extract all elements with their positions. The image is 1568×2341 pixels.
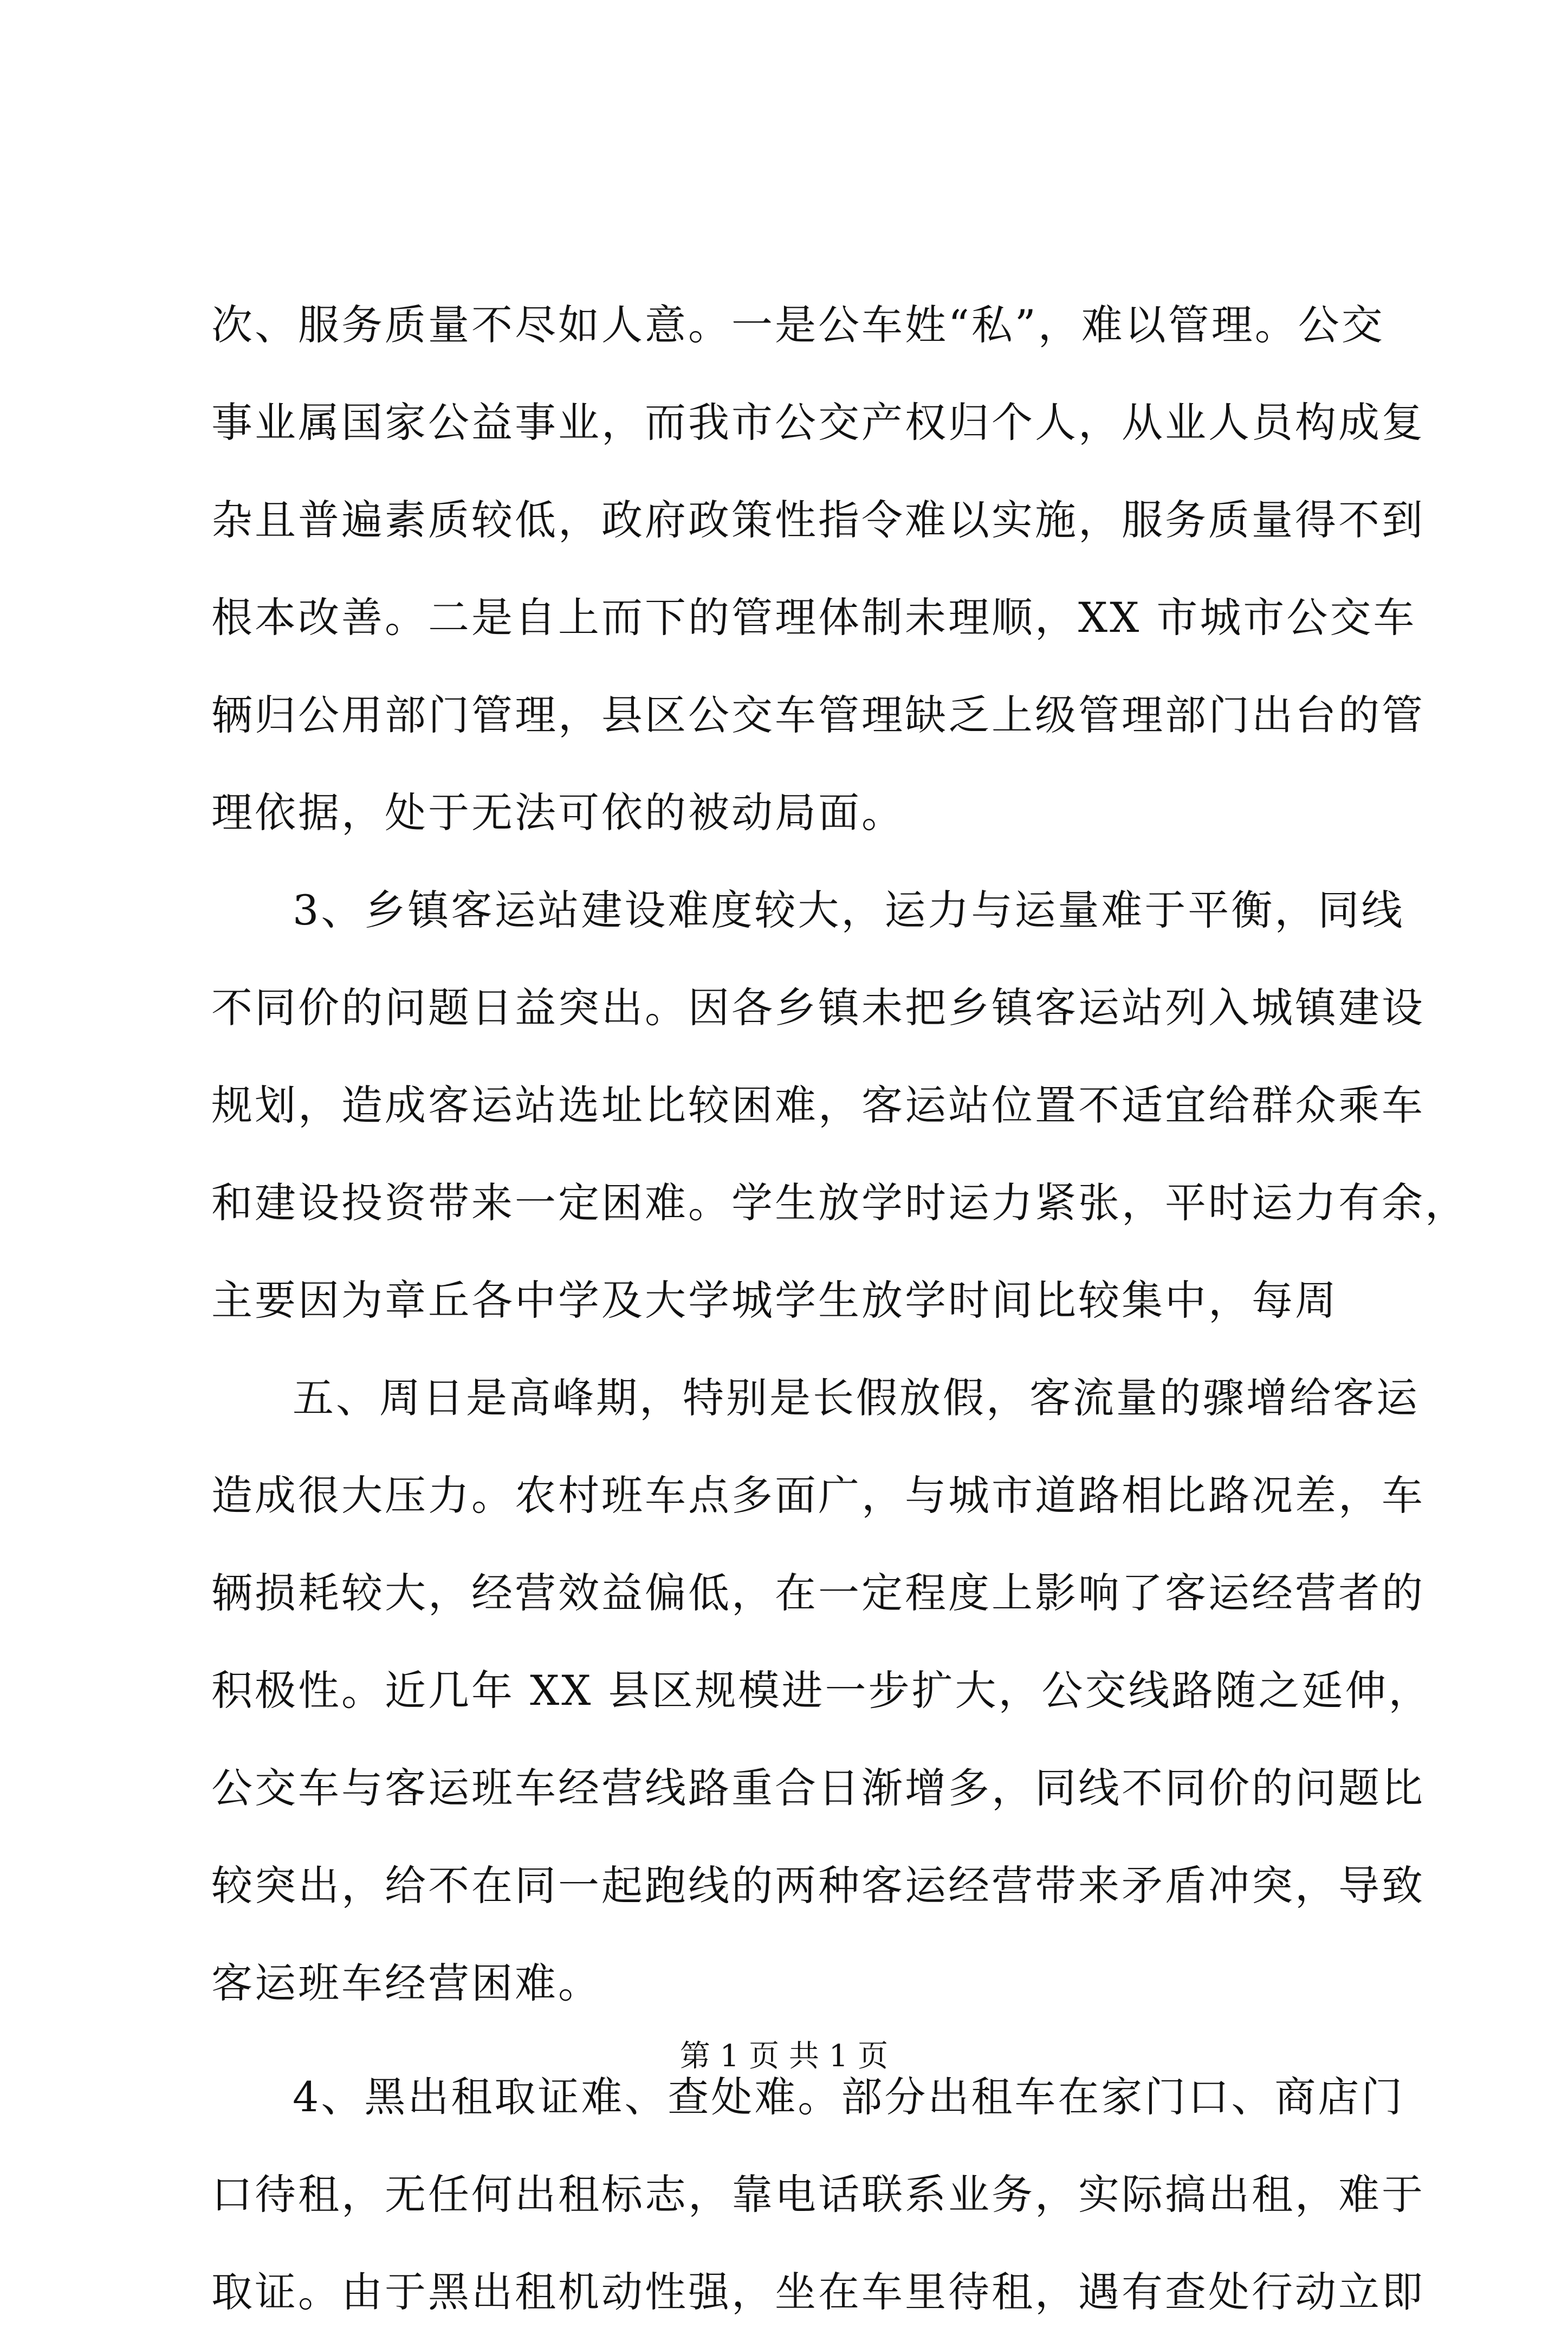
text-line: 根本改善。二是自上而下的管理体制未理顺，XX 市城市公交车: [211, 593, 1417, 642]
page-footer: [0, 2035, 1568, 2078]
text-line: 理依据，处于无法可依的被动局面。: [211, 788, 905, 837]
text-line: 积极性。近几年 XX 县区规模进一步扩大，公交线路随之延伸，: [211, 1666, 1432, 1715]
text-line: 辆归公用部门管理，县区公交车管理缺乏上级管理部门出台的管: [211, 691, 1425, 739]
text-line: 4、黑出租取证难、查处难。部分出租车在家门口、商店门: [293, 2073, 1405, 2121]
text-line: 口待租，无任何出租标志，靠电话联系业务，实际搞出租，难于: [211, 2170, 1425, 2219]
text-line: 五、周日是高峰期，特别是长假放假，客流量的骤增给客运: [293, 1374, 1420, 1422]
paragraph-2: [211, 862, 1468, 1349]
text-line: 较突出，给不在同一起跑线的两种客运经营带来矛盾冲突，导致: [211, 1861, 1425, 1910]
text-line: 主要因为章丘各中学及大学城学生放学时间比较集中，每周: [211, 1276, 1338, 1324]
paragraph-4: [211, 2048, 1425, 2341]
text-line: 事业属国家公益事业，而我市公交产权归个人，从业人员构成复: [211, 398, 1425, 447]
text-line: 3、乡镇客运站建设难度较大，运力与运量难于平衡，同线: [293, 886, 1405, 934]
text-line: 次、服务质量不尽如人意。一是公车姓“私”，难以管理。公交: [211, 301, 1385, 349]
document-body: [211, 276, 1468, 2341]
text-line: 造成很大压力。农村班车点多面广，与城市道路相比路况差，车: [211, 1471, 1425, 1519]
text-line: 规划，造成客运站选址比较困难，客运站位置不适宜给群众乘车: [211, 1081, 1425, 1129]
paragraph-1: [211, 276, 1425, 862]
paragraph-3: [211, 1349, 1432, 2032]
page-number-label: 第 1 页 共 1 页: [679, 2039, 889, 2074]
text-line: 取证。由于黑出租机动性强，坐在车里待租，遇有查处行动立即: [211, 2268, 1425, 2316]
text-line: 辆损耗较大，经营效益偏低，在一定程度上影响了客运经营者的: [211, 1569, 1425, 1617]
text-line: 不同价的问题日益突出。因各乡镇未把乡镇客运站列入城镇建设: [211, 984, 1425, 1032]
text-line: 客运班车经营困难。: [211, 1959, 601, 2007]
text-line: 杂且普遍素质较低，政府政策性指令难以实施，服务质量得不到: [211, 496, 1425, 544]
text-line: 和建设投资带来一定困难。学生放学时运力紧张，平时运力有余，: [211, 1179, 1468, 1227]
text-line: 公交车与客运班车经营线路重合日渐增多，同线不同价的问题比: [211, 1764, 1425, 1812]
